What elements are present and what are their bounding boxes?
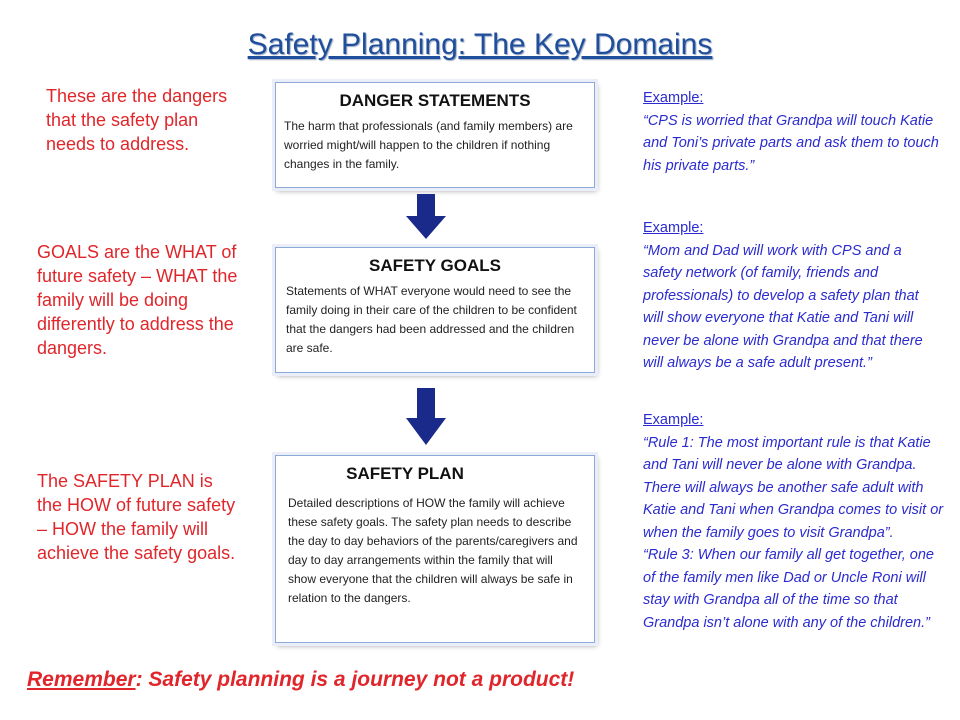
plan-example-rule3: “Rule 3: When our family all get together, one of the family men like Dad or Uncle Roni will stay with Grandpa all of the time so that Grandpa isn’t alone with any of the children.” bbox=[643, 547, 934, 631]
remember-keyword: Remember bbox=[27, 668, 136, 691]
safety-goals-body: Statements of WHAT everyone would need to see the family doing in their care of the children to be confident that the dangers had been addressed and the children are safe. bbox=[286, 284, 577, 355]
danger-example-text: “CPS is worried that Grandpa will touch Katie and Toni’s private parts and ask them to touch his private parts.” bbox=[643, 112, 939, 174]
safety-plan-body: Detailed descriptions of HOW the family will achieve these safety goals. The safety plan needs to describe the day to day behaviors of the parents/caregivers and day to day arrangements within the family that will show everyone that the children will always be safe in relation to the dangers. bbox=[288, 496, 578, 605]
safety-goals-heading: SAFETY GOALS bbox=[369, 256, 501, 275]
example-label: Example: bbox=[643, 220, 704, 236]
down-arrow-icon bbox=[405, 388, 447, 446]
example-label: Example: bbox=[643, 412, 704, 428]
danger-note: These are the dangers that the safety plan needs to address. bbox=[46, 86, 228, 154]
safety-plan-box bbox=[275, 455, 595, 643]
page-title: Safety Planning: The Key Domains bbox=[247, 28, 713, 61]
plan-example-rule1: “Rule 1: The most important rule is that Katie and Tani will never be alone with Grandpa. There will always be another safe adult with Katie and Tani when Grandpa comes to visit or when the family goes to visit Grandpa”. bbox=[643, 434, 944, 541]
safety-plan-heading: SAFETY PLAN bbox=[346, 464, 464, 483]
goals-example bbox=[643, 217, 933, 375]
plan-note: The SAFETY PLAN is the HOW of future safety – HOW the family will achieve the safety goals. bbox=[37, 471, 236, 563]
danger-statements-body: The harm that professionals (and family members) are worried might/will happen to the children if nothing changes in the family. bbox=[284, 119, 573, 171]
down-arrow-icon bbox=[405, 194, 447, 240]
plan-example bbox=[643, 409, 948, 634]
goals-note: GOALS are the WHAT of future safety – WHAT the family will be doing differently to address the dangers. bbox=[37, 242, 238, 358]
safety-goals-box bbox=[275, 247, 595, 373]
danger-statements-heading: DANGER STATEMENTS bbox=[339, 91, 531, 110]
remember-note bbox=[27, 668, 574, 692]
danger-example bbox=[643, 87, 943, 177]
goals-example-text: “Mom and Dad will work with CPS and a safety network (of family, friends and professionals) to develop a safety plan that will show everyone that Katie and Tani will never be alone with Grandpa and that there will always be a safe adult present.” bbox=[643, 242, 923, 371]
remember-text: : Safety planning is a journey not a product! bbox=[135, 668, 575, 691]
danger-statements-box bbox=[275, 82, 595, 188]
example-label: Example: bbox=[643, 90, 704, 106]
